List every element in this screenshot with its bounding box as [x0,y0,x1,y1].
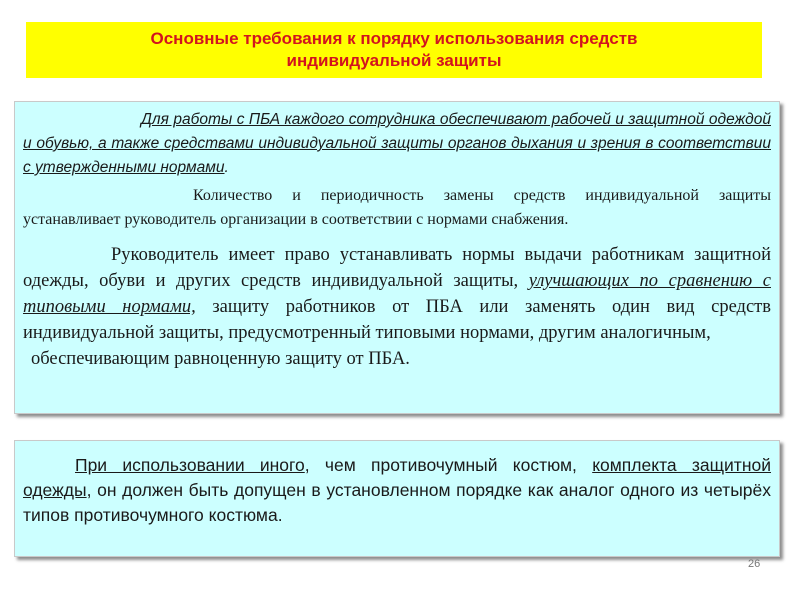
underlined-provision-text: Для работы с ПБА каждого сотрудника обеспечивают рабочей и защитной одеждой и обувью, а также средствами индивидуальной защиты органов дыхания и зрения в соответствии с утвержденными нормами [23,111,771,176]
underlined-other-use: При использовании иного [75,455,305,475]
paragraph-replacement-periodicity [23,184,771,232]
provision-period: . [224,159,229,176]
paragraph-equipment-provision [23,108,771,180]
title-line-2: индивидуальной защиты [286,51,502,70]
rights-text-c: защиту работников от ПБА или заменять один вид средств индивидуальной защиты, предусмотренный типовыми нормами, другим аналогичным, [23,297,771,343]
alt-text-b: , чем противочумный костюм, [304,455,577,475]
underlined-improving-norms: улучшающих по сравнению с типовыми нормами, [23,271,771,317]
rights-text-a: Руководитель имеет право устанавливать нормы выдачи работникам защитной одежды, обуви и других средств индивидуальной защиты, [23,245,771,291]
paragraph-manager-rights [23,242,771,346]
main-text-panel [14,101,780,414]
secondary-text-panel [14,440,780,557]
paragraph-equivalent-protection: обеспечивающим равноценную защиту от ПБА. [31,349,410,369]
slide-number: 26 [748,558,761,570]
alt-text-d: , он должен быть допущен в установленном порядке как аналог одного из четырёх типов противочумного костюма. [23,480,771,525]
replacement-text: Количество и периодичность замены средств индивидуальной защиты устанавливает руководитель организации в соответствии с нормами снабжения. [23,187,771,228]
slide-title [26,22,762,78]
underlined-clothing-set: комплекта защитной одежды [23,455,771,500]
paragraph-alternative-clothing [23,453,771,528]
title-line-1: Основные требования к порядку использования средств [150,29,638,48]
